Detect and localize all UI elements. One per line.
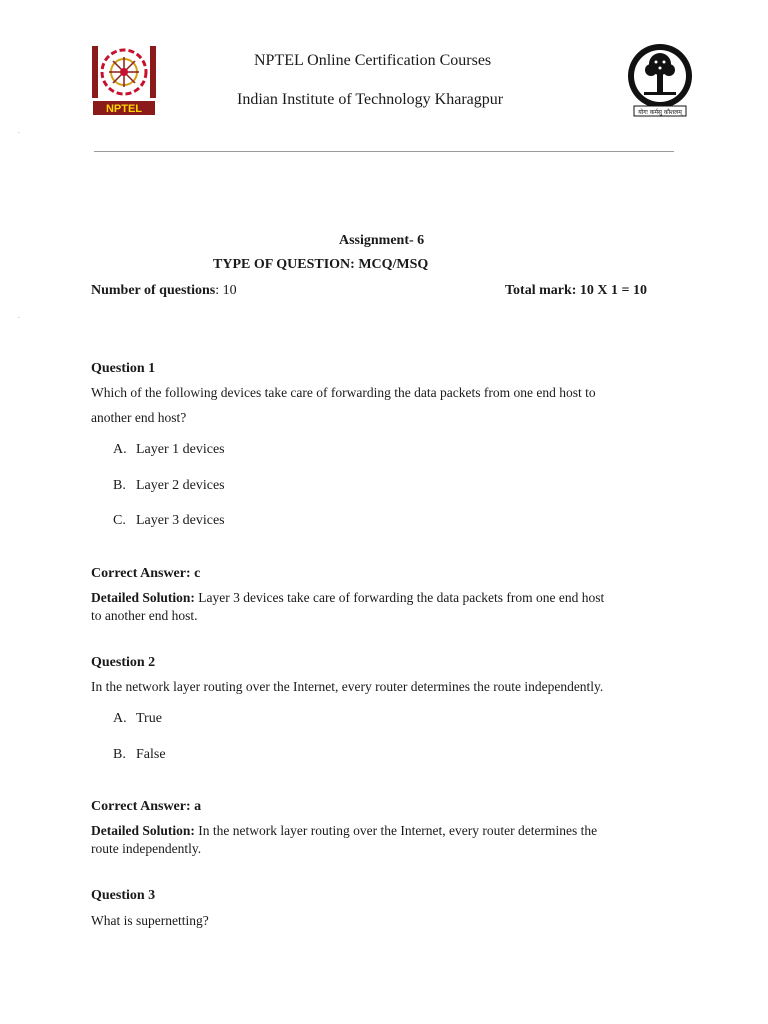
iit-kharagpur-seal bbox=[626, 42, 694, 118]
question-text: What is supernetting? bbox=[91, 913, 209, 928]
solution-text: route independently. bbox=[91, 841, 202, 856]
option-text: True bbox=[136, 711, 162, 726]
nptel-logo-text: NPTEL bbox=[105, 103, 143, 115]
header-divider bbox=[94, 151, 674, 152]
option-letter: B. bbox=[113, 478, 126, 493]
number-of-questions bbox=[91, 282, 237, 300]
number-of-questions-value: : 10 bbox=[215, 283, 237, 298]
option-text: Layer 2 devices bbox=[136, 478, 225, 493]
option-text: Layer 1 devices bbox=[136, 442, 225, 457]
nptel-logo bbox=[91, 44, 157, 116]
question-text: In the network layer routing over the Internet, every router determines the route independently. bbox=[91, 679, 604, 694]
question-text-line: another end host? bbox=[91, 410, 187, 425]
question-heading: Question 1 bbox=[91, 361, 156, 376]
option-text: False bbox=[136, 747, 166, 762]
option-b bbox=[113, 747, 166, 763]
seal-motto: योगः कर्मसु कौशलम् bbox=[638, 109, 682, 116]
detailed-solution bbox=[91, 589, 691, 625]
number-of-questions-label: Number of questions bbox=[91, 283, 216, 298]
option-b bbox=[113, 478, 225, 494]
correct-answer: Correct Answer: c bbox=[91, 566, 201, 581]
option-a bbox=[113, 442, 225, 458]
option-c bbox=[113, 513, 225, 529]
solution-label: Detailed Solution: bbox=[91, 590, 195, 605]
correct-answer: Correct Answer: a bbox=[91, 799, 202, 814]
question-text bbox=[91, 384, 691, 427]
option-letter: C. bbox=[113, 513, 126, 528]
option-letter: A. bbox=[113, 711, 127, 726]
option-a bbox=[113, 711, 162, 727]
question-heading: Question 3 bbox=[91, 888, 156, 903]
header-line-2: Indian Institute of Technology Kharagpur bbox=[237, 91, 504, 108]
total-mark: Total mark: 10 X 1 = 10 bbox=[505, 283, 648, 298]
margin-mark: . bbox=[18, 312, 20, 320]
question-text-line: Which of the following devices take care of forwarding the data packets from one end host to bbox=[91, 385, 596, 400]
solution-text: In the network layer routing over the Internet, every router determines the bbox=[194, 823, 598, 838]
margin-mark: . bbox=[18, 127, 20, 135]
option-text: Layer 3 devices bbox=[136, 513, 225, 528]
option-letter: B. bbox=[113, 747, 126, 762]
option-letter: A. bbox=[113, 442, 127, 457]
assignment-title: Assignment- 6 bbox=[339, 233, 425, 248]
solution-text: to another end host. bbox=[91, 608, 198, 623]
question-heading: Question 2 bbox=[91, 655, 156, 670]
question-type: TYPE OF QUESTION: MCQ/MSQ bbox=[213, 257, 429, 272]
solution-text: Layer 3 devices take care of forwarding the data packets from one end host bbox=[194, 590, 605, 605]
header-line-1: NPTEL Online Certification Courses bbox=[254, 52, 492, 69]
detailed-solution bbox=[91, 822, 691, 858]
solution-label: Detailed Solution: bbox=[91, 823, 195, 838]
